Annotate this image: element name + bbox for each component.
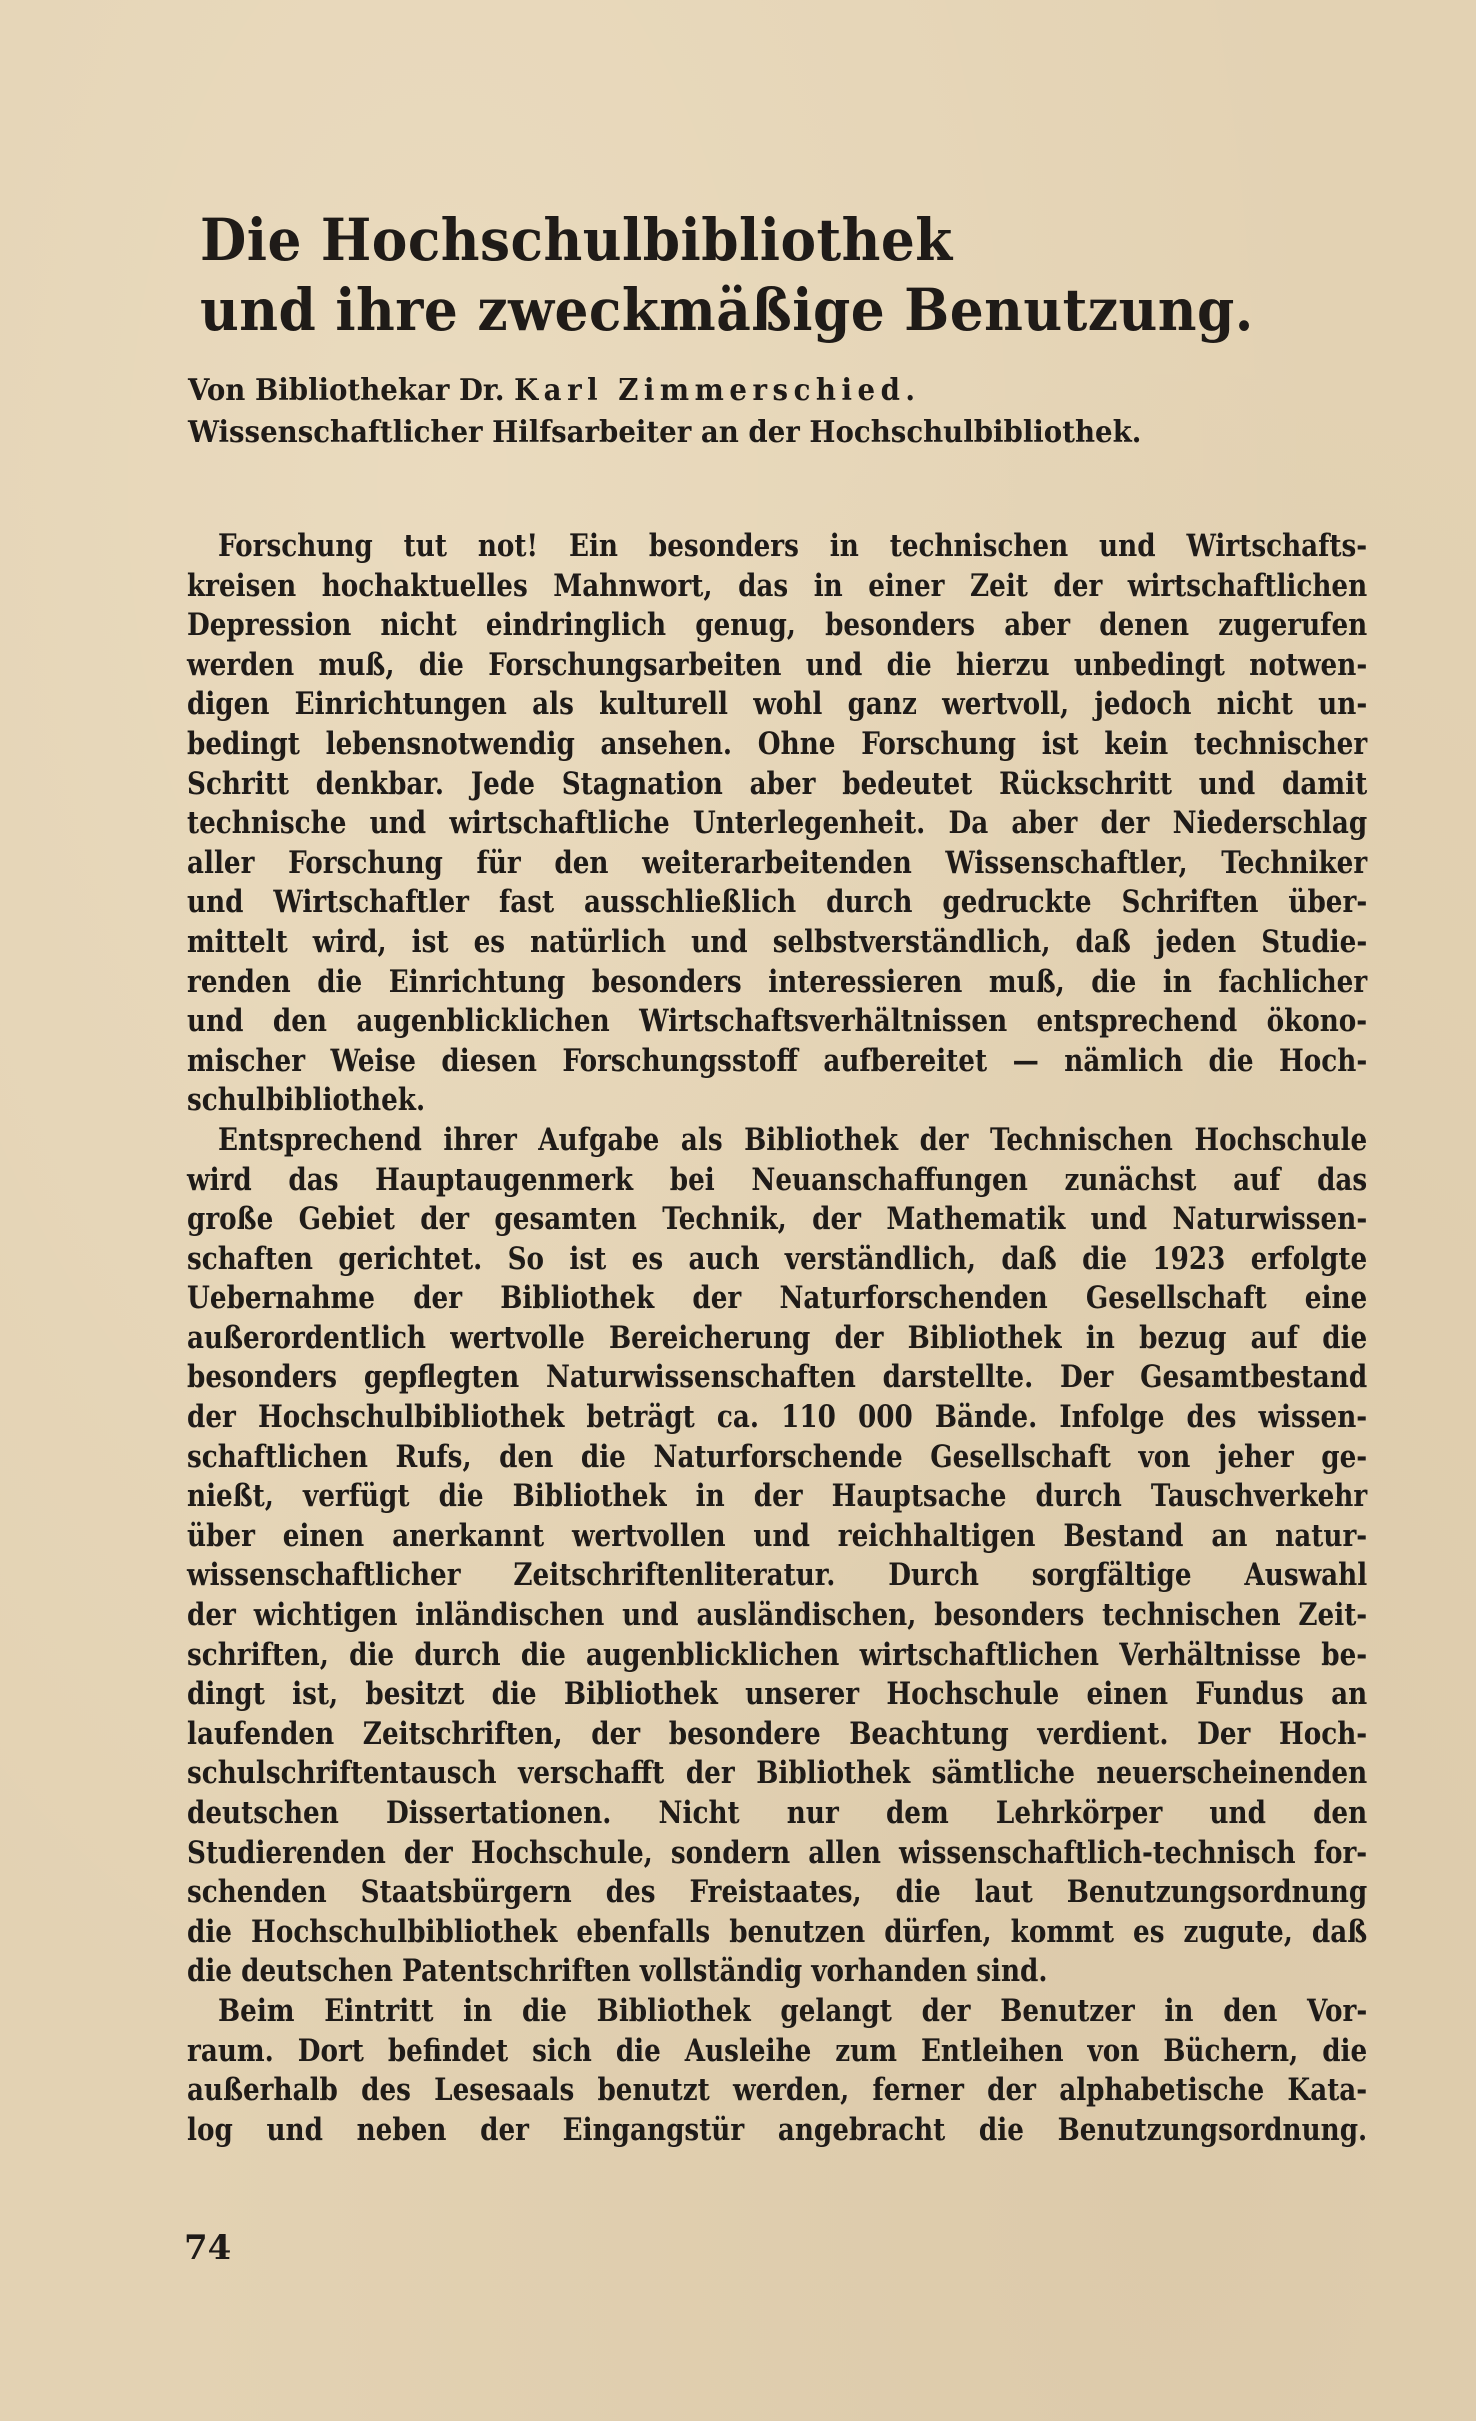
text-line: Entsprechend ihrer Aufgabe als Bibliothek der Technischen Hochschule — [217, 1121, 1368, 1158]
text-line: digen Einrichtungen als kulturell wohl ganz wertvoll, jedoch nicht un- — [187, 686, 1368, 723]
text-line: große Gebiet der gesamten Technik, der Mathematik und Naturwissen- — [187, 1201, 1368, 1238]
text-line: der Hochschulbibliothek beträgt ca. 110 000 Bände. Infolge des wissen- — [187, 1399, 1368, 1436]
text-line: Beim Eintritt in die Bibliothek gelangt der Benutzer in den Vor- — [217, 1992, 1368, 2029]
text-line: die deutschen Patentschriften vollständig vorhanden sind. — [187, 1953, 1048, 1990]
text-line: und Wirtschaftler fast ausschließlich durch gedruckte Schriften über- — [187, 884, 1368, 921]
text-line: außerhalb des Lesesaals benutzt werden, ferner der alphabetische Kata- — [187, 2072, 1368, 2109]
text-line: werden muß, die Forschungsarbeiten und die hierzu unbedingt notwen- — [187, 646, 1368, 683]
text-line: Uebernahme der Bibliothek der Naturforschenden Gesellschaft eine — [187, 1280, 1368, 1317]
text-line: die Hochschulbibliothek ebenfalls benutzen dürfen, kommt es zugute, daß — [187, 1913, 1368, 1950]
title-line-2: und ihre zweckmäßige Benutzung. — [200, 276, 1254, 344]
text-line: raum. Dort befindet sich die Ausleihe zum Entleihen von Büchern, die — [187, 2032, 1368, 2069]
paragraph-1 — [187, 527, 1367, 1121]
paragraph-3 — [187, 1992, 1367, 2150]
text-line: schaften gerichtet. So ist es auch verständlich, daß die 1923 erfolgte — [187, 1240, 1368, 1277]
text-line: schaftlichen Rufs, den die Naturforschende Gesellschaft von jeher ge- — [187, 1438, 1368, 1475]
title-line-1: Die Hochschulbibliothek — [200, 206, 953, 274]
article-body — [187, 527, 1367, 2150]
text-line: wird das Hauptaugenmerk bei Neuanschaffungen zunächst auf das — [187, 1161, 1368, 1198]
byline-prefix: Von Bibliothekar Dr. — [188, 373, 505, 408]
text-line: technische und wirtschaftliche Unterlegenheit. Da aber der Niederschlag — [187, 805, 1368, 842]
text-line: Depression nicht eindringlich genug, besonders aber denen zugerufen — [187, 607, 1368, 644]
text-line: kreisen hochaktuelles Mahnwort, das in einer Zeit der wirtschaftlichen — [187, 567, 1368, 604]
text-line: schulbibliothek. — [187, 1082, 426, 1119]
text-line: wissenschaftlicher Zeitschriftenliteratur. Durch sorgfältige Auswahl — [187, 1557, 1368, 1594]
author-name: Karl Zimmerschied. — [514, 373, 921, 408]
text-line: aller Forschung für den weiterarbeitenden Wissenschaftler, Techniker — [187, 844, 1368, 881]
text-line: und den augenblicklichen Wirtschaftsverhältnissen entsprechend ökono- — [187, 1003, 1368, 1040]
text-line: schenden Staatsbürgern des Freistaates, die laut Benutzungsordnung — [187, 1874, 1368, 1911]
text-line: renden die Einrichtung besonders interessieren muß, die in fachlicher — [187, 963, 1368, 1000]
text-line: über einen anerkannt wertvollen und reichhaltigen Bestand an natur- — [187, 1517, 1368, 1554]
article-title — [200, 205, 1254, 345]
text-line: log und neben der Eingangstür angebracht die Benutzungsordnung. — [187, 2111, 1368, 2148]
text-line: Forschung tut not! Ein besonders in technischen und Wirtschafts- — [217, 528, 1368, 564]
text-line: schriften, die durch die augenblicklichen wirtschaftlichen Verhältnisse be- — [187, 1636, 1368, 1673]
text-line: mittelt wird, ist es natürlich und selbstverständlich, daß jeden Studie- — [187, 923, 1368, 960]
text-line: besonders gepflegten Naturwissenschaften darstellte. Der Gesamtbestand — [187, 1359, 1368, 1396]
text-line: laufenden Zeitschriften, der besondere Beachtung verdient. Der Hoch- — [187, 1715, 1368, 1752]
page-number: 74 — [184, 2228, 232, 2268]
text-line: dingt ist, besitzt die Bibliothek unserer Hochschule einen Fundus an — [187, 1676, 1368, 1713]
text-line: Studierenden der Hochschule, sondern allen wissenschaftlich-technisch for- — [187, 1834, 1368, 1871]
paragraph-2 — [187, 1121, 1367, 1992]
text-line: Schritt denkbar. Jede Stagnation aber bedeutet Rückschritt und damit — [187, 765, 1368, 802]
text-line: nießt, verfügt die Bibliothek in der Hauptsache durch Tauschverkehr — [187, 1478, 1368, 1515]
text-line: bedingt lebensnotwendig ansehen. Ohne Forschung ist kein technischer — [187, 725, 1368, 762]
text-line: außerordentlich wertvolle Bereicherung der Bibliothek in bezug auf die — [187, 1319, 1368, 1356]
text-line: mischer Weise diesen Forschungsstoff aufbereitet — nämlich die Hoch- — [187, 1042, 1368, 1079]
text-line: schulschriftentausch verschafft der Bibliothek sämtliche neuerscheinenden — [187, 1755, 1368, 1792]
author-position: Wissenschaftlicher Hilfsarbeiter an der Hochschulbibliothek. — [188, 415, 1142, 450]
text-line: der wichtigen inländischen und ausländischen, besonders technischen Zeit- — [187, 1597, 1368, 1634]
byline — [188, 370, 1246, 454]
text-line: deutschen Dissertationen. Nicht nur dem Lehrkörper und den — [187, 1795, 1368, 1831]
byline-author-line — [188, 370, 1246, 412]
